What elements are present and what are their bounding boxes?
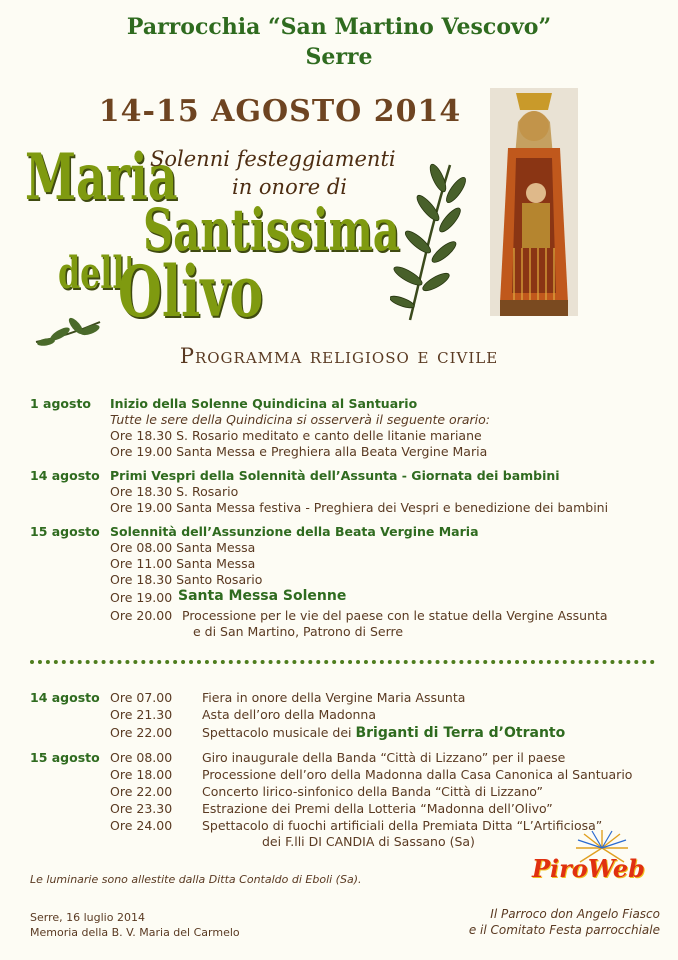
schedule-line: Ore 18.30 S. Rosario meditato e canto delle litanie mariane [110, 428, 482, 443]
civil-time: Ore 18.00 [110, 767, 173, 782]
event-dates: 14-15 AGOSTO 2014 [98, 94, 462, 129]
event-note: Tutte le sere della Quindicina si osserverà il seguente orario: [110, 412, 490, 427]
event-heading: Primi Vespri della Solennità dell’Assunta - Giornata dei bambini [110, 468, 560, 483]
title-santissima: Santissima [143, 196, 400, 264]
event-heading: Solennità dell’Assunzione della Beata Vergine Maria [110, 524, 479, 539]
schedule-line: Ore 19.00 Santa Messa e Preghiera alla Beata Vergine Maria [110, 444, 488, 459]
briganti-label: Briganti di Terra d’Otranto [355, 725, 566, 741]
day-label: 14 agosto [30, 690, 100, 705]
schedule-text: e di San Martino, Patrono di Serre [193, 624, 404, 639]
comitato-signature: e il Comitato Festa parrocchiale [468, 923, 660, 937]
program-title: Programma religioso e civile [179, 344, 499, 368]
signature-block [400, 906, 660, 938]
parish-title: Parrocchia “San Martino Vescovo” [126, 14, 552, 40]
parish-name [0, 12, 678, 72]
civil-text-plain: Spettacolo musicale dei [202, 725, 356, 740]
schedule-line: Ore 08.00 Santa Messa [110, 540, 256, 555]
schedule-time: Ore 20.00 [110, 608, 173, 623]
day-label: 15 agosto [30, 524, 100, 539]
schedule-time: Ore 19.00 [110, 590, 173, 605]
memoria-line: Memoria della B. V. Maria del Carmelo [30, 926, 240, 939]
civil-time: Ore 22.00 [110, 725, 173, 740]
civil-time: Ore 21.30 [110, 707, 173, 722]
logo-text: PiroWeb [532, 854, 645, 883]
lights-note: Le luminarie sono allestite dalla Ditta Contaldo di Eboli (Sa). [30, 873, 362, 886]
olive-sprig-image [32, 312, 104, 348]
civil-time: Ore 24.00 [110, 818, 173, 833]
solemn-mass-label: Santa Messa Solenne [178, 588, 347, 604]
schedule-line: Ore 18.30 Santo Rosario [110, 572, 263, 587]
festa-line-1: Solenni festeggiamenti [150, 147, 396, 171]
piroweb-logo [530, 828, 670, 888]
schedule-line: Ore 11.00 Santa Messa [110, 556, 256, 571]
schedule-line: Ore 19.00 Santa Messa festiva - Preghiera dei Vespri e benedizione dei bambini [110, 500, 609, 515]
festa-line-2: in onore di [232, 175, 348, 199]
title-olivo: Olivo [118, 250, 264, 333]
civil-time: Ore 22.00 [110, 784, 173, 799]
day-label: 14 agosto [30, 468, 100, 483]
parroco-signature: Il Parroco don Angelo Fiasco [490, 907, 660, 921]
town-title: Serre [305, 44, 373, 70]
civil-text: Asta dell’oro della Madonna [202, 707, 377, 722]
civil-text [202, 725, 565, 741]
day-label: 1 agosto [30, 396, 92, 411]
place-date: Serre, 16 luglio 2014 [30, 911, 145, 924]
civil-text: Concerto lirico-sinfonico della Banda “Città di Lizzano” [202, 784, 543, 799]
civil-text: Giro inaugurale della Banda “Città di Lizzano” per il paese [202, 750, 566, 765]
schedule-text: Processione per le vie del paese con le statue della Vergine Assunta [182, 608, 608, 623]
civil-text: Estrazione dei Premi della Lotteria “Madonna dell’Olivo” [202, 801, 553, 816]
civil-text: Spettacolo di fuochi artificiali della Premiata Ditta “L’Artificiosa” [202, 818, 603, 833]
dotted-divider [30, 660, 655, 664]
civil-time: Ore 07.00 [110, 690, 173, 705]
title-maria: Maria [25, 140, 178, 215]
day-label: 15 agosto [30, 750, 100, 765]
olive-branch-image [390, 160, 475, 325]
footer-left [30, 910, 240, 940]
event-heading: Inizio della Solenne Quindicina al Santuario [110, 396, 418, 411]
schedule-line: Ore 18.30 S. Rosario [110, 484, 239, 499]
civil-text: Fiera in onore della Vergine Maria Assunta [202, 690, 466, 705]
civil-time: Ore 23.30 [110, 801, 173, 816]
title-dell: dell' [58, 248, 135, 299]
madonna-statue-image [490, 88, 578, 316]
civil-time: Ore 08.00 [110, 750, 173, 765]
civil-text: Processione dell’oro della Madonna dalla Casa Canonica al Santuario [202, 767, 633, 782]
civil-text: dei F.lli DI CANDIA di Sassano (Sa) [262, 834, 475, 849]
